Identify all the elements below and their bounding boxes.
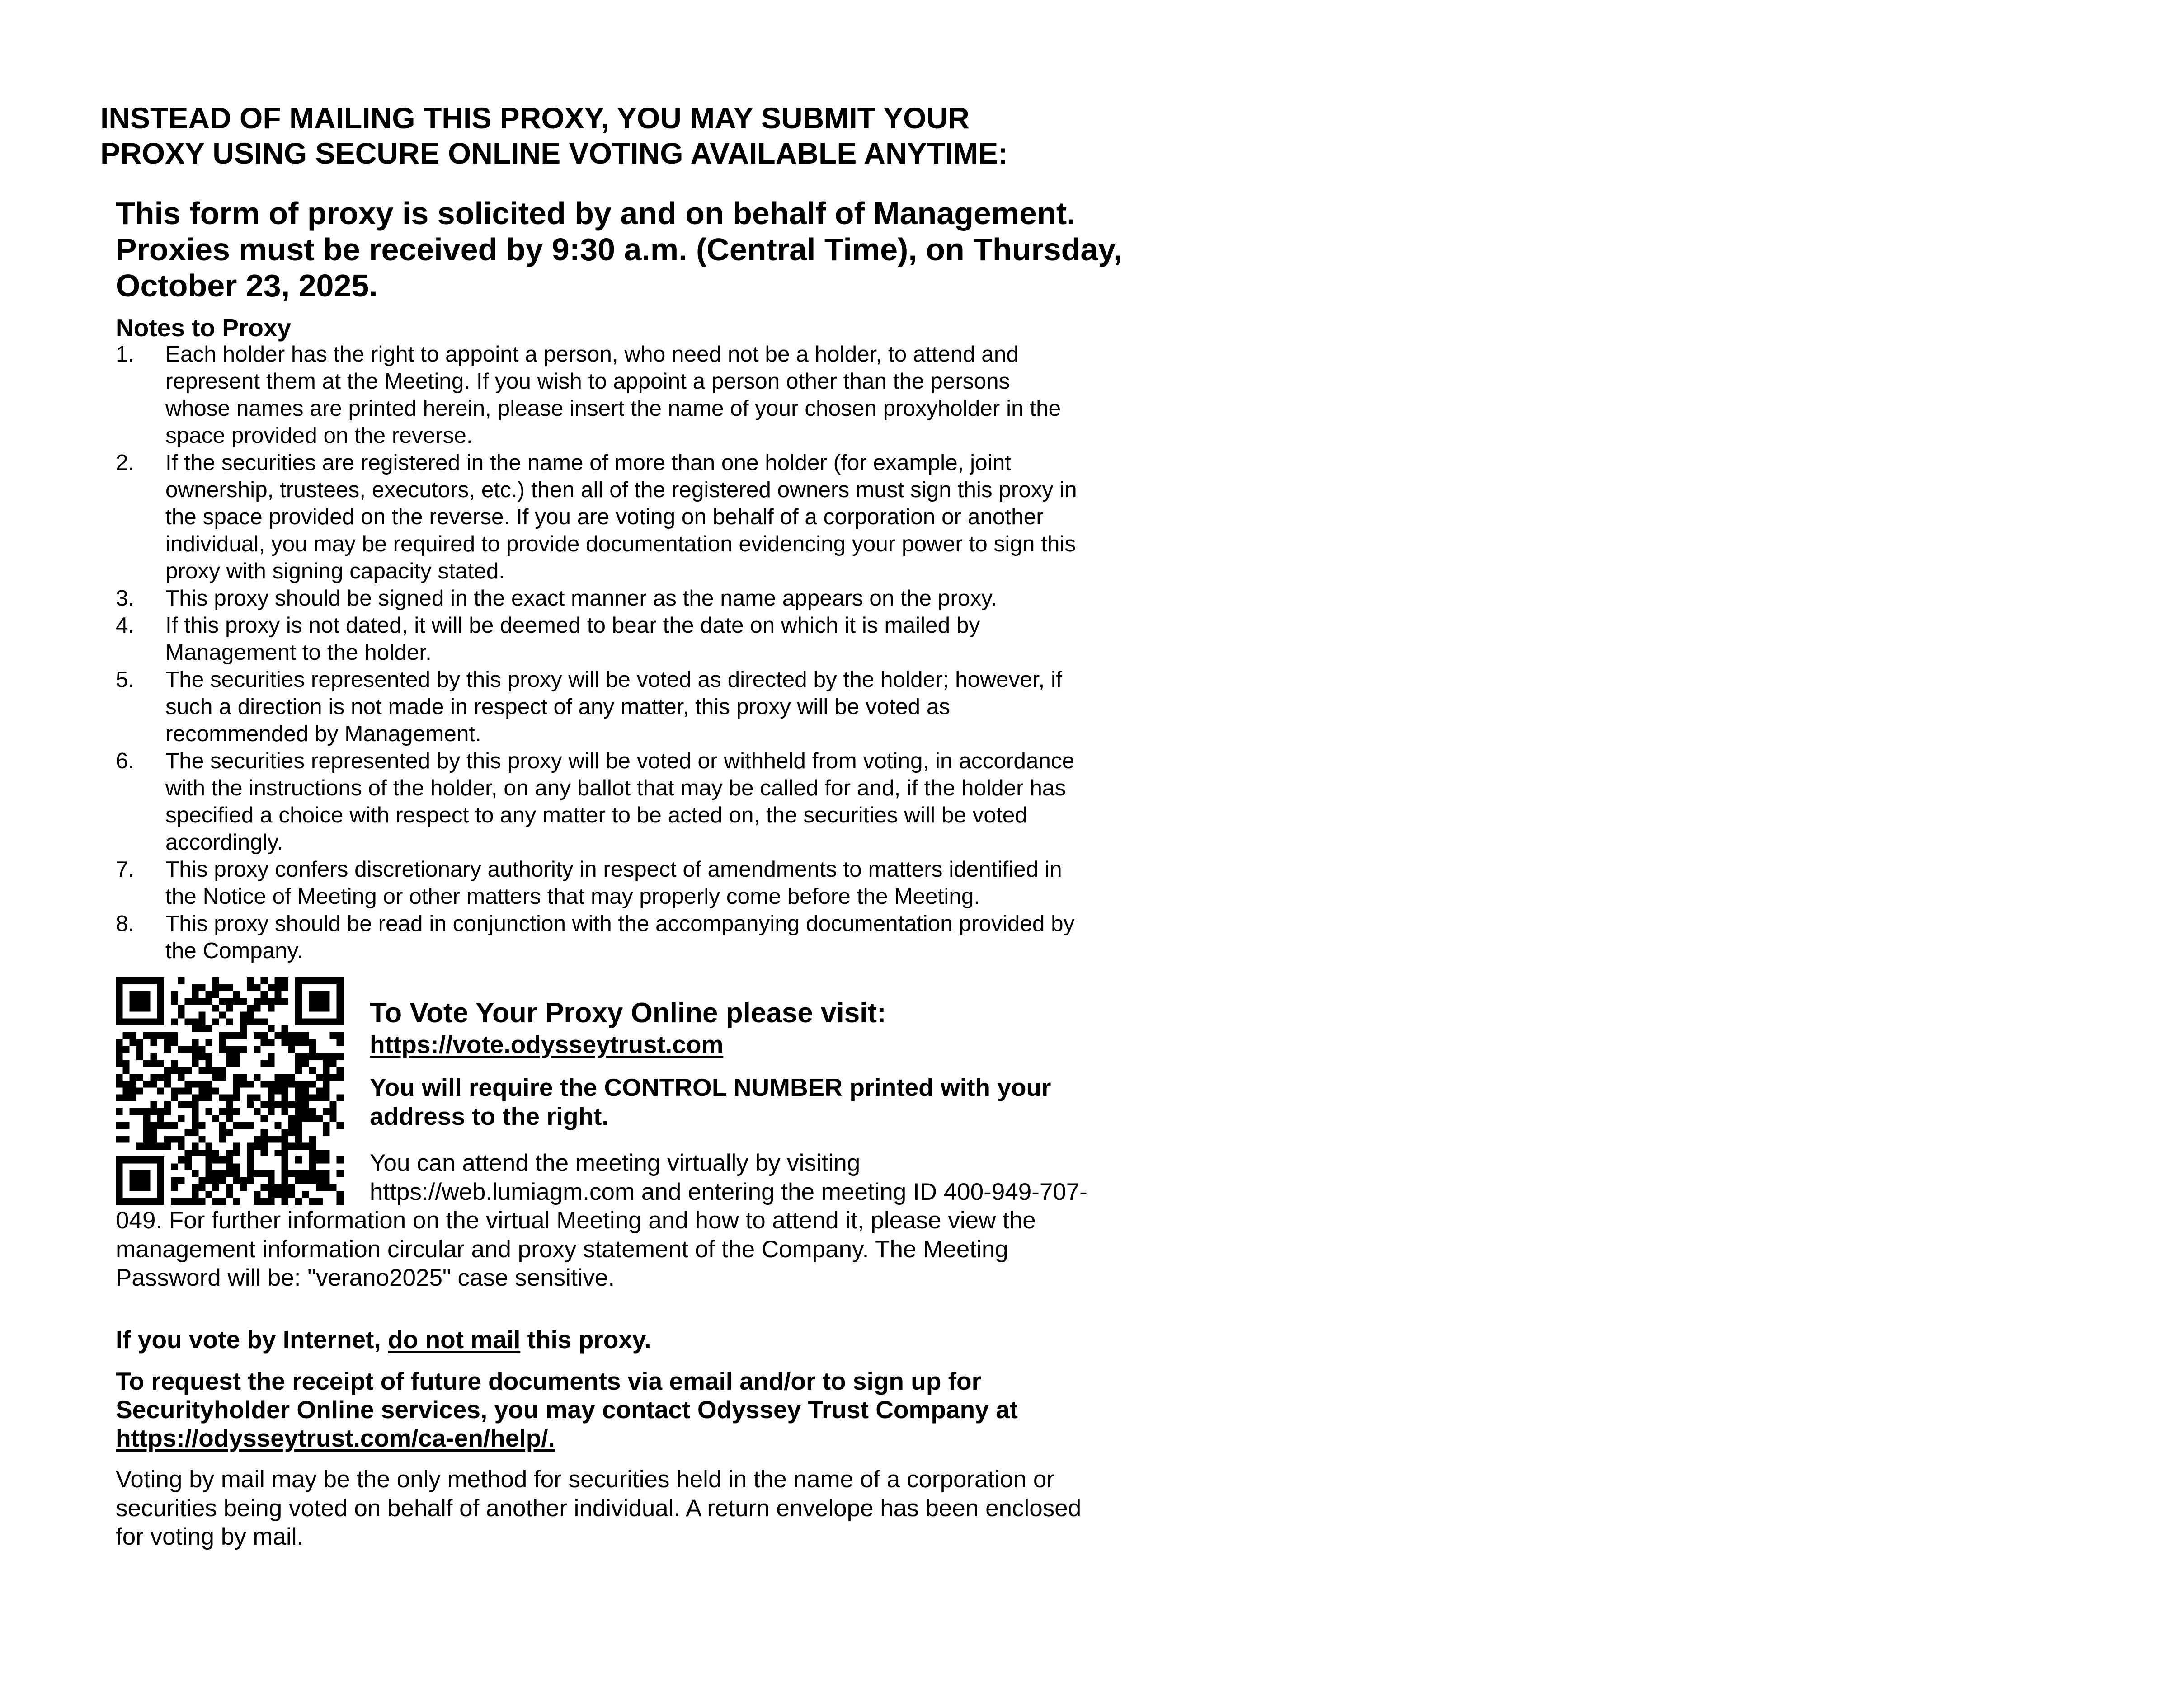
note-line: The securities represented by this proxy will be voted or withheld from voting, in accordance	[165, 748, 1075, 773]
note-item	[116, 449, 1155, 585]
note-number: 5.	[116, 667, 135, 692]
virtual-meeting-text	[116, 1149, 1155, 1292]
future-line-2: Securityholder Online services, you may contact Odyssey Trust Company at	[116, 1396, 1018, 1424]
note-line: whose names are printed herein, please insert the name of your chosen proxyholder in the	[165, 396, 1061, 421]
help-link-period: .	[548, 1424, 555, 1452]
header-line-1: INSTEAD OF MAILING THIS PROXY, YOU MAY SUBMIT YOUR	[100, 101, 970, 135]
mail-line-2: securities being voted on behalf of another individual. A return envelope has been enclosed	[116, 1495, 1082, 1522]
note-line: If this proxy is not dated, it will be deemed to bear the date on which it is mailed by	[165, 613, 980, 638]
internet-prefix: If you vote by Internet,	[116, 1325, 388, 1354]
internet-suffix: this proxy.	[520, 1325, 651, 1354]
virtual-line-4: management information circular and proxy statement of the Company. The Meeting	[116, 1236, 1008, 1263]
virtual-line-2: https://web.lumiagm.com and entering the meeting ID 400-949-707-	[370, 1178, 1087, 1205]
internet-vote-notice	[116, 1325, 651, 1354]
note-line: the space provided on the reverse. If you are voting on behalf of a corporation or another	[165, 504, 1044, 529]
note-line: with the instructions of the holder, on any ballot that may be called for and, if the holder has	[165, 776, 1066, 800]
mail-line-1: Voting by mail may be the only method for securities held in the name of a corporation or	[116, 1466, 1054, 1493]
control-line-1: You will require the CONTROL NUMBER printed with your	[370, 1073, 1051, 1101]
note-line: recommended by Management.	[165, 721, 481, 746]
solicitation-line-1: This form of proxy is solicited by and on behalf of Management.	[116, 196, 1076, 231]
do-not-mail-text: do not mail	[388, 1325, 521, 1354]
note-line: the Company.	[165, 938, 303, 963]
note-line: such a direction is not made in respect of any matter, this proxy will be voted as	[165, 694, 951, 719]
note-item	[116, 585, 1155, 612]
note-line: proxy with signing capacity stated.	[165, 559, 505, 583]
note-line: ownership, trustees, executors, etc.) then all of the registered owners must sign this proxy in	[165, 477, 1077, 502]
note-line: This proxy should be read in conjunction with the accompanying documentation provided by	[165, 911, 1075, 936]
future-line-1: To request the receipt of future documents via email and/or to sign up for	[116, 1367, 982, 1395]
note-item	[116, 341, 1155, 449]
virtual-line-1: You can attend the meeting virtually by visiting	[370, 1150, 861, 1176]
mail-line-3: for voting by mail.	[116, 1523, 304, 1550]
note-line: Management to the holder.	[165, 640, 432, 665]
note-number: 4.	[116, 613, 135, 638]
note-item	[116, 856, 1155, 910]
note-line: represent them at the Meeting. If you wish to appoint a person other than the persons	[165, 369, 1010, 394]
note-line: specified a choice with respect to any matter to be acted on, the securities will be voted	[165, 803, 1027, 827]
solicitation-statement	[116, 195, 1155, 304]
note-line: the Notice of Meeting or other matters that may properly come before the Meeting.	[165, 884, 980, 909]
note-line: space provided on the reverse.	[165, 423, 473, 448]
note-item	[116, 612, 1155, 666]
future-documents-notice	[116, 1367, 1155, 1452]
note-item	[116, 747, 1155, 856]
note-item	[116, 666, 1155, 747]
note-number: 6.	[116, 748, 135, 773]
control-number-notice	[370, 1073, 1138, 1131]
note-line: individual, you may be required to provide documentation evidencing your power to sign this	[165, 531, 1076, 556]
header-line-2: PROXY USING SECURE ONLINE VOTING AVAILABLE ANYTIME:	[100, 136, 1008, 170]
virtual-line-3: 049. For further information on the virtual Meeting and how to attend it, please view the	[116, 1207, 1036, 1234]
note-item	[116, 910, 1155, 964]
note-line: accordingly.	[165, 830, 283, 855]
note-number: 3.	[116, 586, 135, 611]
online-vote-title: To Vote Your Proxy Online please visit:	[370, 997, 886, 1029]
control-line-2: address to the right.	[370, 1102, 609, 1130]
mail-voting-notice	[116, 1465, 1155, 1551]
vote-url-link[interactable]: https://vote.odysseytrust.com	[370, 1030, 724, 1058]
note-number: 2.	[116, 450, 135, 475]
note-number: 1.	[116, 342, 135, 367]
help-link[interactable]: https://odysseytrust.com/ca-en/help/	[116, 1424, 548, 1452]
note-line: Each holder has the right to appoint a person, who need not be a holder, to attend and	[165, 342, 1019, 367]
note-line: The securities represented by this proxy will be voted as directed by the holder; however, if	[165, 667, 1062, 692]
notes-title: Notes to Proxy	[116, 314, 292, 342]
note-line: This proxy confers discretionary authority in respect of amendments to matters identified in	[165, 857, 1062, 882]
note-line: This proxy should be signed in the exact manner as the name appears on the proxy.	[165, 586, 997, 611]
notes-list	[116, 341, 1155, 964]
solicitation-line-2: Proxies must be received by 9:30 a.m. (Central Time), on Thursday,	[116, 232, 1122, 267]
solicitation-line-3: October 23, 2025.	[116, 268, 378, 303]
note-line: If the securities are registered in the name of more than one holder (for example, joint	[165, 450, 1011, 475]
note-number: 7.	[116, 857, 135, 882]
note-number: 8.	[116, 911, 135, 936]
page-header	[100, 100, 1185, 171]
virtual-line-5: Password will be: "verano2025" case sensitive.	[116, 1264, 615, 1291]
